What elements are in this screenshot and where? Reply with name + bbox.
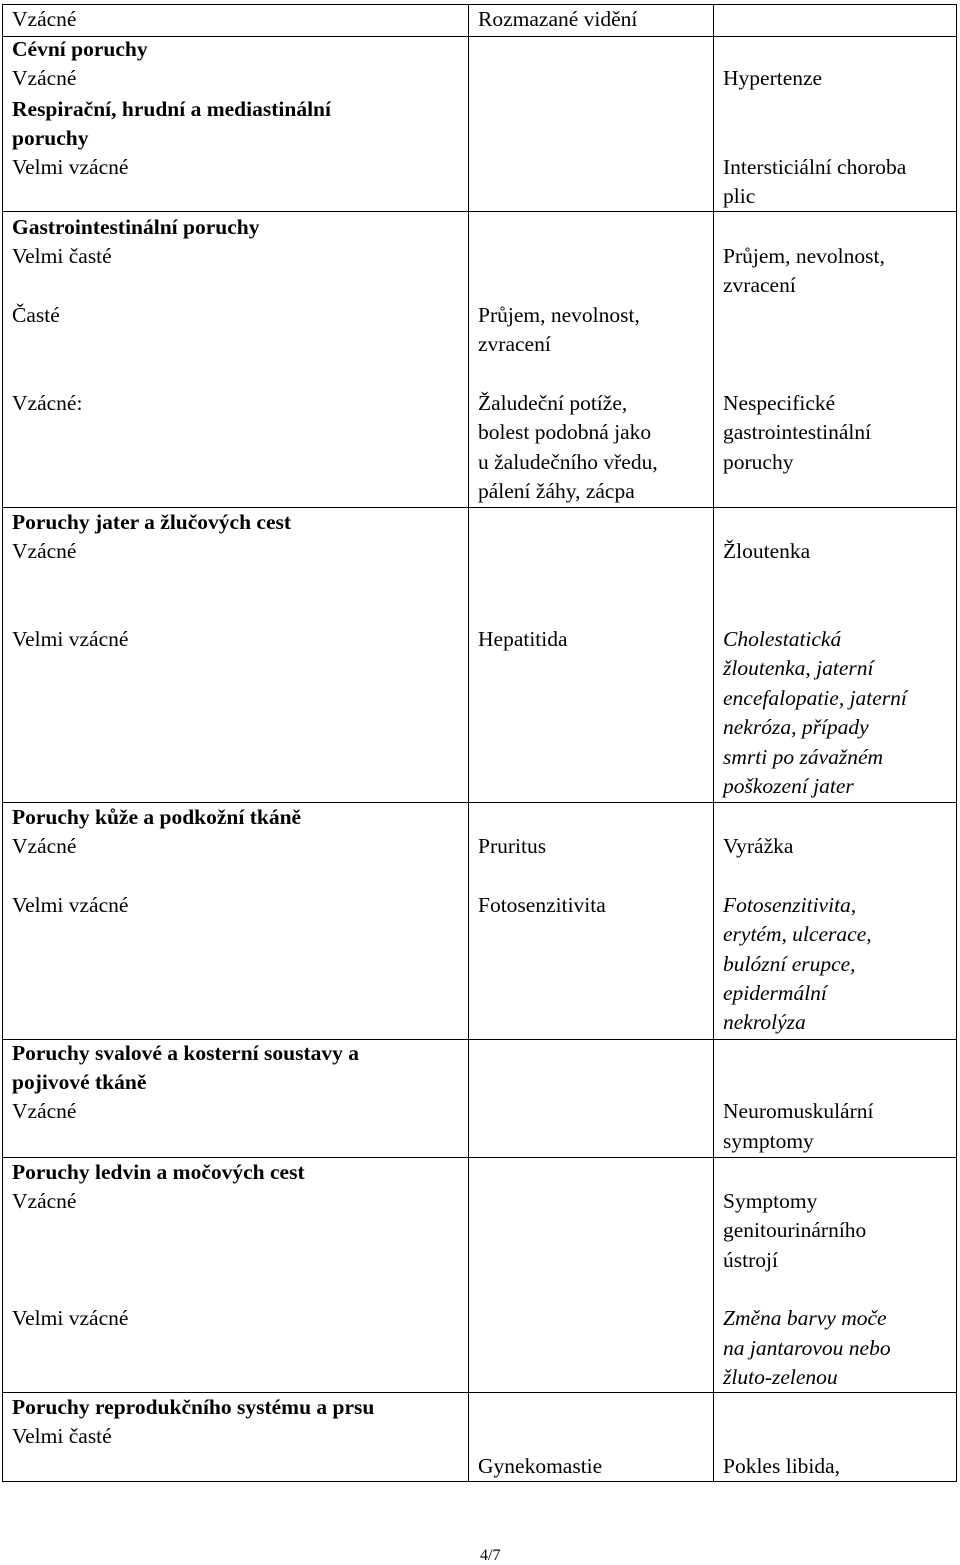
frequency-label: Vzácné xyxy=(12,539,77,563)
organ-class-heading: Poruchy svalové a kosterní soustavy a xyxy=(12,1041,359,1065)
effect-text: Změna barvy moče xyxy=(723,1306,887,1330)
effect-text: Hepatitida xyxy=(478,627,568,651)
frequency-label: Velmi vzácné xyxy=(12,627,129,651)
row-divider xyxy=(468,1157,713,1158)
frequency-label: Velmi vzácné xyxy=(12,893,129,917)
row-divider xyxy=(713,1157,957,1158)
organ-class-heading: Poruchy kůže a podkožní tkáně xyxy=(12,805,302,829)
table-border-left xyxy=(2,4,3,1482)
effect-text: bulózní erupce, xyxy=(723,952,856,976)
organ-class-heading: Respirační, hrudní a mediastinální xyxy=(12,97,331,121)
effect-text: erytém, ulcerace, xyxy=(723,922,872,946)
effect-text: Průjem, nevolnost, xyxy=(723,244,885,268)
organ-class-heading: Poruchy jater a žlučových cest xyxy=(12,510,292,534)
effect-text: Symptomy xyxy=(723,1189,818,1213)
organ-class-heading: Gastrointestinální poruchy xyxy=(12,215,260,239)
frequency-label: Vzácné xyxy=(12,834,77,858)
effect-text: Žloutenka xyxy=(723,539,811,563)
effect-text: nekrolýza xyxy=(723,1010,806,1034)
organ-class-heading: pojivové tkáně xyxy=(12,1070,147,1094)
organ-class-heading: Poruchy reprodukčního systému a prsu xyxy=(12,1395,375,1419)
effect-text: zvracení xyxy=(723,273,796,297)
effect-text: smrti po závažném xyxy=(723,745,884,769)
row-divider xyxy=(713,1039,957,1040)
frequency-label: Velmi vzácné xyxy=(12,155,129,179)
effect-text: Gynekomastie xyxy=(478,1454,603,1478)
effect-text: Fotosenzitivita xyxy=(478,893,606,917)
column-divider-1 xyxy=(468,4,469,1482)
organ-class-heading: Poruchy ledvin a močových cest xyxy=(12,1160,305,1184)
effect-text: Cholestatická xyxy=(723,627,842,651)
effect-text: zvracení xyxy=(478,332,551,356)
frequency-label: Vzácné xyxy=(12,7,77,31)
effect-text: gastrointestinální xyxy=(723,420,872,444)
effect-text: pálení žáhy, zácpa xyxy=(478,479,635,503)
effect-text: na jantarovou nebo xyxy=(723,1336,891,1360)
effect-text: Pokles libida, xyxy=(723,1454,841,1478)
effect-text: Nespecifické xyxy=(723,391,836,415)
page-number: 4/7 xyxy=(480,1547,501,1564)
effect-text: poruchy xyxy=(723,450,794,474)
frequency-label: Velmi vzácné xyxy=(12,1306,129,1330)
frequency-label: Velmi časté xyxy=(12,244,112,268)
effect-text: Rozmazané vidění xyxy=(478,7,638,31)
effect-text: symptomy xyxy=(723,1129,814,1153)
effect-text: u žaludečního vředu, xyxy=(478,450,658,474)
effect-text: genitourinárního xyxy=(723,1218,867,1242)
effect-text: ústrojí xyxy=(723,1248,778,1272)
row-divider xyxy=(713,36,957,37)
table-border-right xyxy=(956,4,957,1482)
effect-text: Neuromuskulární xyxy=(723,1099,874,1123)
row-divider xyxy=(468,211,713,212)
row-divider xyxy=(468,36,713,37)
effect-text: Intersticiální choroba xyxy=(723,155,907,179)
effect-text: epidermální xyxy=(723,981,827,1005)
frequency-label: Vzácné: xyxy=(12,391,83,415)
organ-class-heading: poruchy xyxy=(12,126,89,150)
effect-text: žloutenka, jaterní xyxy=(723,656,874,680)
frequency-label: Vzácné xyxy=(12,66,77,90)
row-divider xyxy=(468,1392,713,1393)
effect-text: Vyrážka xyxy=(723,834,794,858)
row-divider xyxy=(468,507,713,508)
effect-text: Hypertenze xyxy=(723,66,823,90)
frequency-label: Vzácné xyxy=(12,1099,77,1123)
frequency-label: Časté xyxy=(12,303,60,327)
effect-text: poškození jater xyxy=(723,774,854,798)
effect-text: Pruritus xyxy=(478,834,547,858)
row-divider xyxy=(2,211,468,212)
effect-text: bolest podobná jako xyxy=(478,420,652,444)
frequency-label: Velmi časté xyxy=(12,1424,112,1448)
row-divider xyxy=(713,507,957,508)
effect-text: žluto-zelenou xyxy=(723,1365,838,1389)
row-divider xyxy=(713,802,957,803)
effect-text: nekróza, případy xyxy=(723,715,869,739)
effect-text: Průjem, nevolnost, xyxy=(478,303,640,327)
organ-class-heading: Cévní poruchy xyxy=(12,37,148,61)
column-divider-2 xyxy=(713,4,714,1482)
frequency-label: Vzácné xyxy=(12,1189,77,1213)
row-divider xyxy=(468,802,713,803)
effect-text: Žaludeční potíže, xyxy=(478,391,628,415)
row-divider xyxy=(468,1039,713,1040)
effect-text: Fotosenzitivita, xyxy=(723,893,857,917)
effect-text: plic xyxy=(723,184,756,208)
effect-text: encefalopatie, jaterní xyxy=(723,686,907,710)
